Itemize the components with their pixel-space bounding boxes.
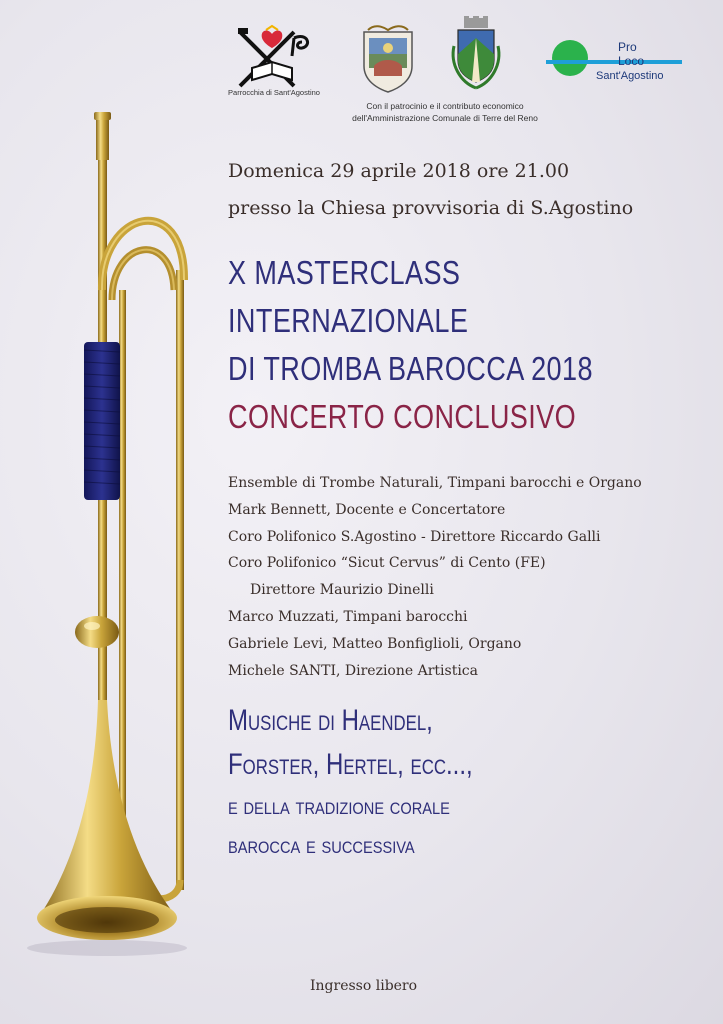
title-line: X MASTERCLASS (228, 254, 461, 291)
performer-item: Direttore Maurizio Dinelli (250, 582, 434, 599)
program-line: e della tradizione corale (228, 793, 450, 820)
free-entry-note: Ingresso libero (310, 978, 418, 994)
patronage-line: dell'Amministrazione Comunale di Terre del Reno (352, 113, 538, 123)
program-line: Musiche di Haendel, (228, 704, 433, 737)
performer-item: Michele SANTI, Direzione Artistica (228, 662, 478, 679)
performer-item: Marco Muzzati, Timpani barocchi (228, 608, 468, 625)
proloco-name-text: Sant'Agostino (596, 70, 664, 82)
patronage-note (330, 100, 560, 124)
performer-item: Coro Polifonico S.Agostino - Direttore Riccardo Galli (228, 528, 601, 545)
concert-subtitle: CONCERTO CONCLUSIVO (228, 398, 577, 435)
performers-list (228, 470, 698, 684)
title-line: INTERNAZIONALE (228, 302, 469, 339)
title-line: DI TROMBA BAROCCA 2018 (228, 350, 593, 387)
program-line: barocca e successiva (228, 832, 415, 859)
performer-item: Mark Bennett, Docente e Concertatore (228, 501, 506, 518)
event-date: Domenica 29 aprile 2018 ore 21.00 (228, 160, 570, 182)
parish-caption: Parrocchia di Sant'Agostino (228, 88, 320, 97)
event-place: presso la Chiesa provvisoria di S.Agostino (228, 197, 634, 219)
program-line: Forster, Hertel, ecc..., (228, 748, 473, 781)
performer-item: Coro Polifonico “Sicut Cervus” di Cento (FE) (228, 555, 546, 572)
proloco-loco-text: Loco (618, 54, 645, 68)
coat-of-arms-icon (360, 22, 416, 94)
patronage-line: Con il patrocinio e il contributo economico (366, 101, 524, 111)
municipal-coat-of-arms-icon (448, 16, 504, 94)
proloco-pro-text: Pro (618, 40, 637, 54)
performer-item: Ensemble di Trombe Naturali, Timpani barocchi e Organo (228, 475, 642, 491)
performer-item: Gabriele Levi, Matteo Bonfiglioli, Organo (228, 635, 522, 652)
